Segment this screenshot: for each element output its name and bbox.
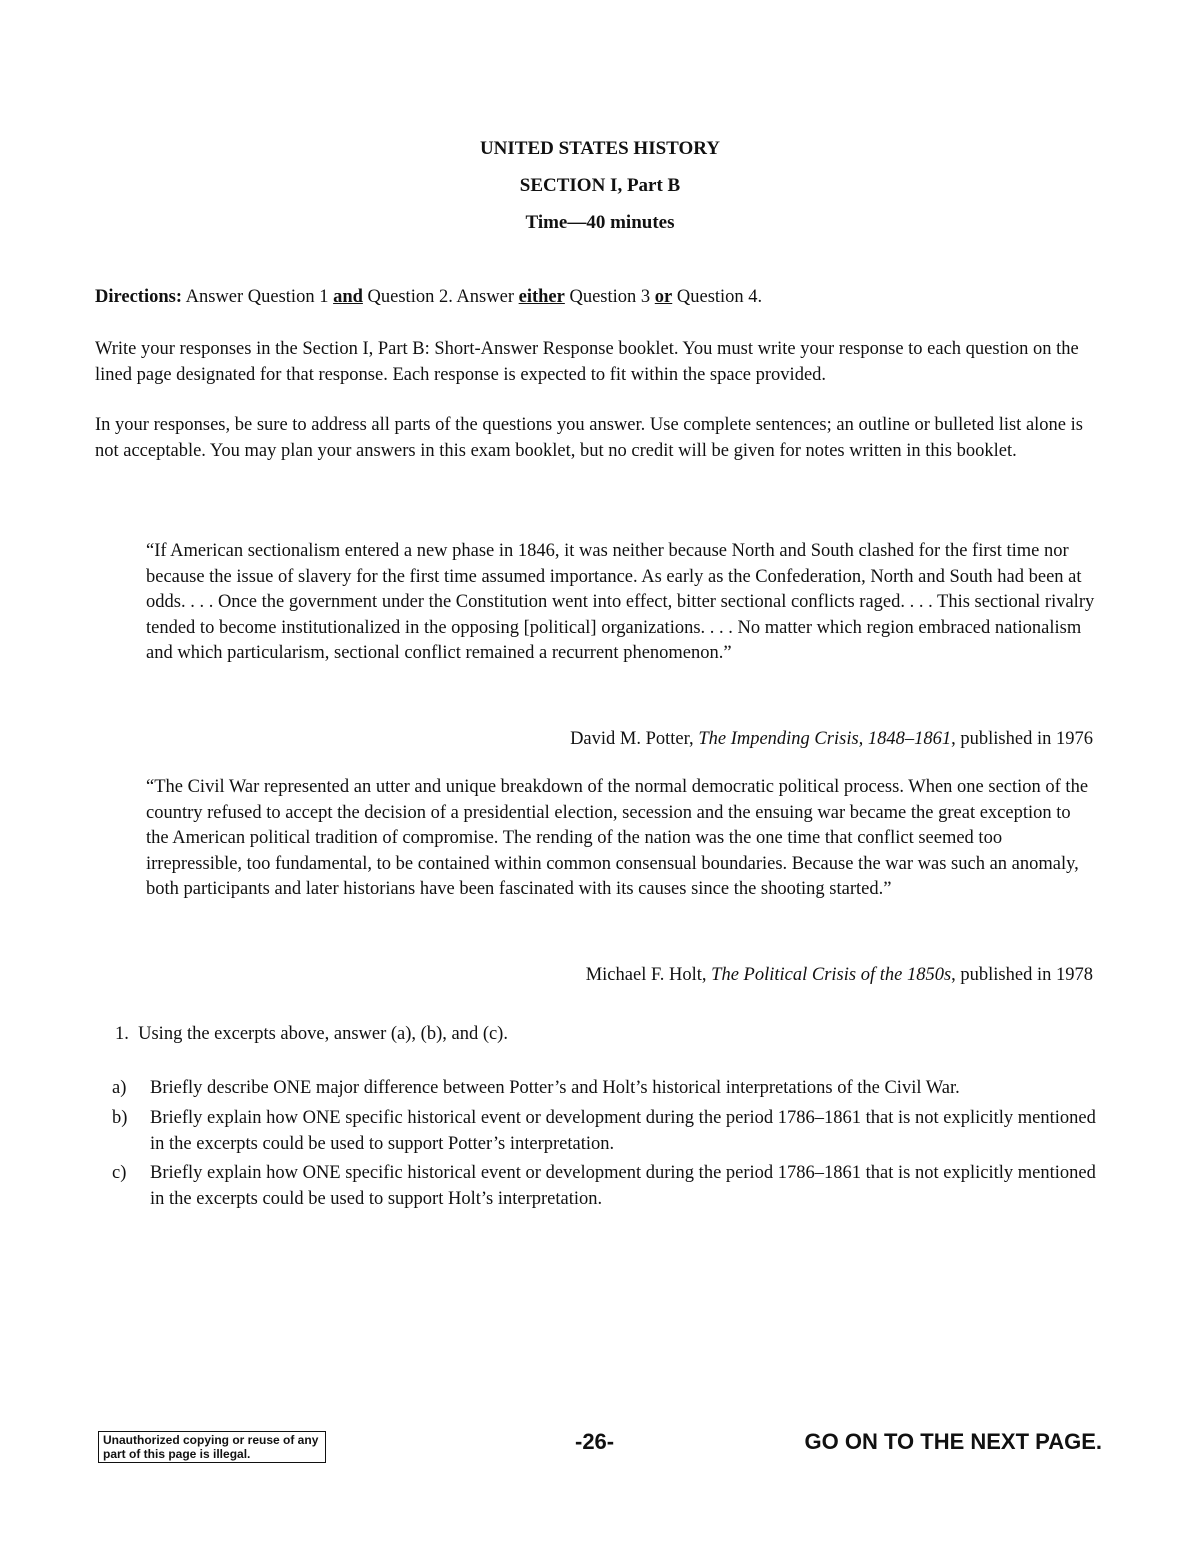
instructions-paragraph-2: In your responses, be sure to address all parts of the questions you answer. Use complete sentences; an outline or bulleted list alone is not acceptable. You may plan your answers in this exam booklet, but no credit will be given for notes written in this booklet. [95, 415, 1083, 461]
potter-published: , published in 1976 [951, 729, 1093, 749]
excerpt-potter: “If American sectionalism entered a new phase in 1846, it was neither because North and South clashed for the first time nor because the issue of slavery for the first time assumed importance. As early as the Confederation, North and South had been at odds. . . . Once the government under the Constitution went into effect, bitter sectional conflicts raged. . . . This sectional rivalry tended to become institutionalized in the opposing [political] organizations. . . . No matter which region embraced nationalism and which particularism, sectional conflict remained a recurrent phenomenon.” [146, 541, 1095, 663]
part-label: c) [112, 1163, 127, 1183]
excerpt-holt-attribution [586, 965, 1093, 986]
directions-text-4: Question 4. [672, 287, 763, 307]
page-title: UNITED STATES HISTORY [479, 138, 721, 159]
part-text: Briefly explain how ONE specific historical event or development during the period 1786–1861 that is not explicitly mentioned in the excerpts could be used to support Holt’s interpretation. [150, 1163, 1096, 1209]
question-1 [115, 1024, 508, 1045]
excerpt-holt: “The Civil War represented an utter and unique breakdown of the normal democratic political process. When one section of the country refused to accept the decision of a presidential election, secession and the ensuing war became the great exception to the American political tradition of compromise. The rending of the nation was the one time that conflict seemed too irrepressible, too fundamental, to be contained within common consensual boundaries. Because the war was such an anomaly, both participants and later historians have been fascinated with its causes since the shooting started.” [146, 777, 1089, 899]
page-number: -26- [575, 1429, 615, 1454]
holt-published: , published in 1978 [951, 965, 1093, 985]
directions [95, 285, 1105, 311]
question-part-a [112, 1076, 1102, 1102]
part-text: Briefly explain how ONE specific historical event or development during the period 1786–1861 that is not explicitly mentioned in the excerpts could be used to support Potter’s interpretation. [150, 1108, 1096, 1154]
holt-work: The Political Crisis of the 1850s [711, 965, 952, 985]
next-page-notice: GO ON TO THE NEXT PAGE. [804, 1429, 1102, 1454]
directions-text-1: Answer Question 1 [182, 287, 334, 307]
directions-or: or [654, 287, 673, 307]
section-heading: SECTION I, Part B [519, 175, 681, 196]
question-part-b [112, 1106, 1102, 1157]
copyright-notice: Unauthorized copying or reuse of any part of this page is illegal. [98, 1431, 326, 1463]
holt-author: Michael F. Holt, [585, 965, 712, 985]
excerpt-potter-attribution [570, 729, 1093, 750]
question-number: 1. [115, 1024, 129, 1044]
directions-label: Directions: [95, 287, 182, 307]
time-heading: Time—40 minutes [525, 212, 675, 233]
potter-author: David M. Potter, [570, 729, 699, 749]
directions-text-3: Question 3 [564, 287, 655, 307]
part-text: Briefly describe ONE major difference between Potter’s and Holt’s historical interpretations of the Civil War. [150, 1078, 960, 1098]
directions-text-2: Question 2. Answer [362, 287, 519, 307]
part-label: a) [112, 1078, 127, 1098]
instructions-paragraph-1: Write your responses in the Section I, Part B: Short-Answer Response booklet. You must write your response to each question on the lined page designated for that response. Each response is expected to fit within the space provided. [95, 339, 1079, 385]
directions-either: either [518, 287, 565, 307]
question-prompt: Using the excerpts above, answer (a), (b), and (c). [138, 1024, 508, 1044]
directions-and: and [333, 287, 363, 307]
question-part-c [112, 1161, 1102, 1212]
part-label: b) [112, 1108, 128, 1128]
potter-work: The Impending Crisis, 1848–1861 [698, 729, 952, 749]
